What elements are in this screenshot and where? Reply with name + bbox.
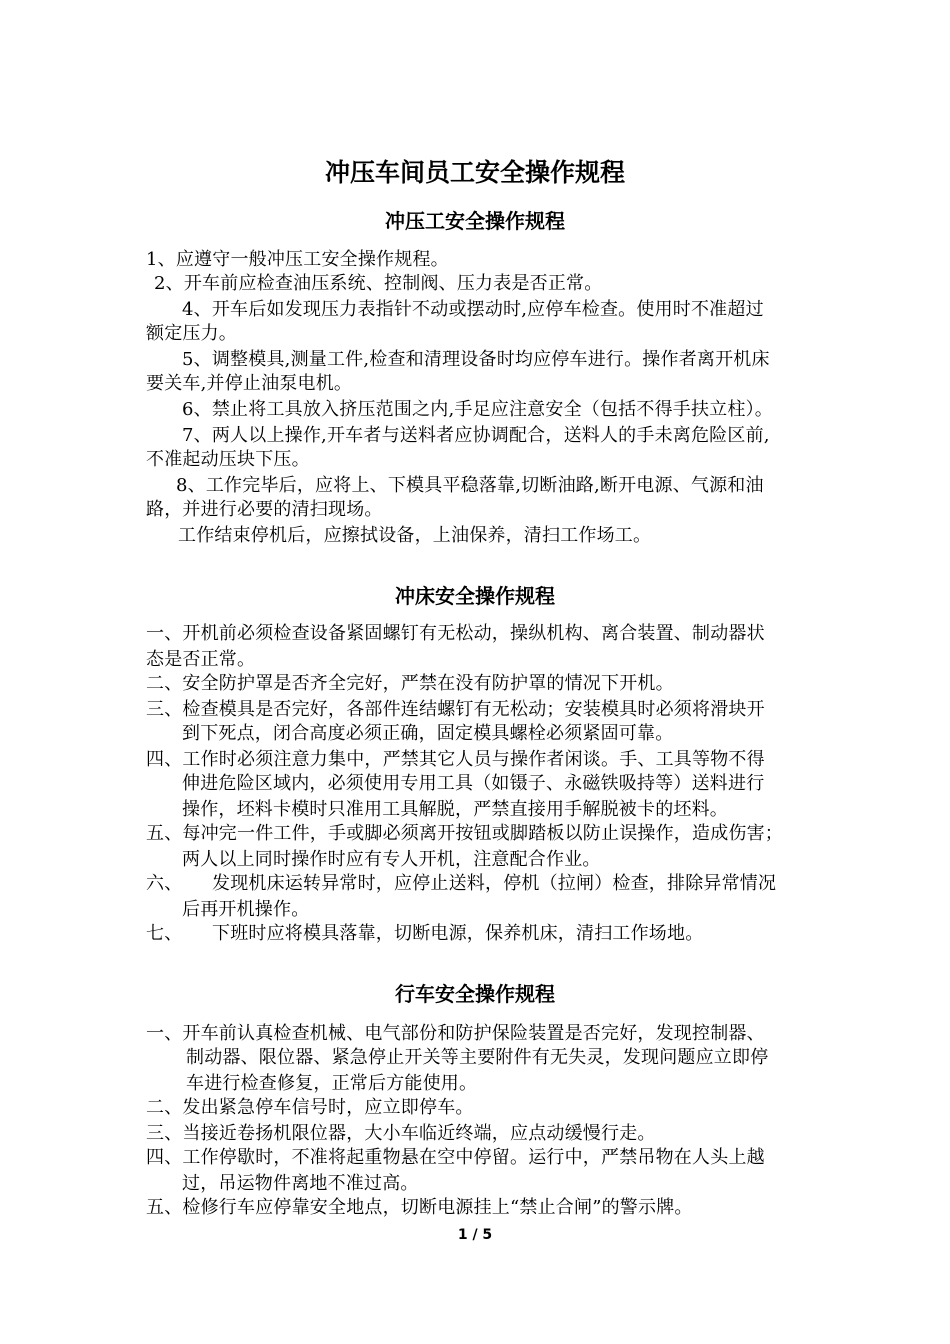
section2-line: 态是否正常。 xyxy=(146,649,256,670)
section2-line: 后再开机操作。 xyxy=(182,899,310,920)
section1-line: 6、禁止将工具放入挤压范围之内,手足应注意安全（包括不得手扶立柱）。 xyxy=(182,399,773,420)
section-heading-stamping-worker: 冲压工安全操作规程 xyxy=(385,209,565,233)
section3-line: 一、开车前认真检查机械、电气部份和防护保险装置是否完好，发现控制器、 xyxy=(146,1023,765,1044)
section1-line: 工作结束停机后，应擦拭设备，上油保养，清扫工作场工。 xyxy=(178,525,652,546)
section3-line: 车进行检查修复，正常后方能使用。 xyxy=(186,1073,478,1094)
section3-line: 过，吊运物件离地不准过高。 xyxy=(182,1173,419,1194)
section1-line: 8、工作完毕后，应将上、下模具平稳落靠,切断油路,断开电源、气源和油 xyxy=(176,475,764,496)
section1-line: 要关车,并停止油泵电机。 xyxy=(146,373,353,394)
section1-line: 4、开车后如发现压力表指针不动或摆动时,应停车检查。使用时不准超过 xyxy=(182,299,764,320)
section2-line: 操作，坯料卡模时只准用工具解脱，严禁直接用手解脱被卡的坯料。 xyxy=(182,799,728,820)
section2-line: 七、 xyxy=(146,923,183,944)
section3-line: 三、当接近卷扬机限位器，大小车临近终端，应点动缓慢行走。 xyxy=(146,1123,656,1144)
section1-line: 路，并进行必要的清扫现场。 xyxy=(146,499,383,520)
section2-line: 到下死点，闭合高度必须正确，固定模具螺栓必须紧固可靠。 xyxy=(182,723,674,744)
page-number: 1 / 5 xyxy=(457,1227,493,1243)
section1-line: 2、开车前应检查油压系统、控制阀、压力表是否正常。 xyxy=(154,273,603,294)
section1-line: 7、两人以上操作,开车者与送料者应协调配合，送料人的手未离危险区前, xyxy=(182,425,770,446)
section2-line: 一、开机前必须检查设备紧固螺钉有无松动，操纵机构、离合装置、制动器状 xyxy=(146,623,765,644)
section1-line: 5、调整模具,测量工件,检查和清理设备时均应停车进行。操作者离开机床 xyxy=(182,349,770,370)
section2-line: 发现机床运转异常时，应停止送料，停机（拉闸）检查，排除异常情况 xyxy=(212,873,777,894)
section1-line: 不准起动压块下压。 xyxy=(146,449,310,470)
section2-line: 五、每冲完一件工件，手或脚必须离开按钮或脚踏板以防止误操作，造成伤害； xyxy=(146,823,783,844)
section3-line: 四、工作停歇时，不准将起重物悬在空中停留。运行中，严禁吊物在人头上越 xyxy=(146,1147,765,1168)
section2-line: 伸进危险区域内，必须使用专用工具（如镊子、永磁铁吸持等）送料进行 xyxy=(182,773,765,794)
section-heading-punch-press: 冲床安全操作规程 xyxy=(395,584,555,608)
section2-line: 下班时应将模具落靠，切断电源，保养机床，清扫工作场地。 xyxy=(212,923,704,944)
section2-line: 四、工作时必须注意力集中，严禁其它人员与操作者闲谈。手、工具等物不得 xyxy=(146,749,765,770)
document-title: 冲压车间员工安全操作规程 xyxy=(324,158,625,187)
section3-line: 五、检修行车应停靠安全地点，切断电源挂上“禁止合闸”的警示牌。 xyxy=(146,1197,693,1218)
section2-line: 六、 xyxy=(146,873,183,894)
section3-line: 二、发出紧急停车信号时，应立即停车。 xyxy=(146,1097,474,1118)
section2-line: 两人以上同时操作时应有专人开机，注意配合作业。 xyxy=(182,849,601,870)
section1-line: 额定压力。 xyxy=(146,323,237,344)
section1-line: 1、应遵守一般冲压工安全操作规程。 xyxy=(146,249,449,270)
section2-line: 二、安全防护罩是否齐全完好，严禁在没有防护罩的情况下开机。 xyxy=(146,673,674,694)
section-heading-overhead-crane: 行车安全操作规程 xyxy=(395,982,555,1006)
section3-line: 制动器、限位器、紧急停止开关等主要附件有无失灵，发现问题应立即停 xyxy=(186,1047,769,1068)
section2-line: 三、检查模具是否完好，各部件连结螺钉有无松动；安装模具时必须将滑块开 xyxy=(146,699,765,720)
